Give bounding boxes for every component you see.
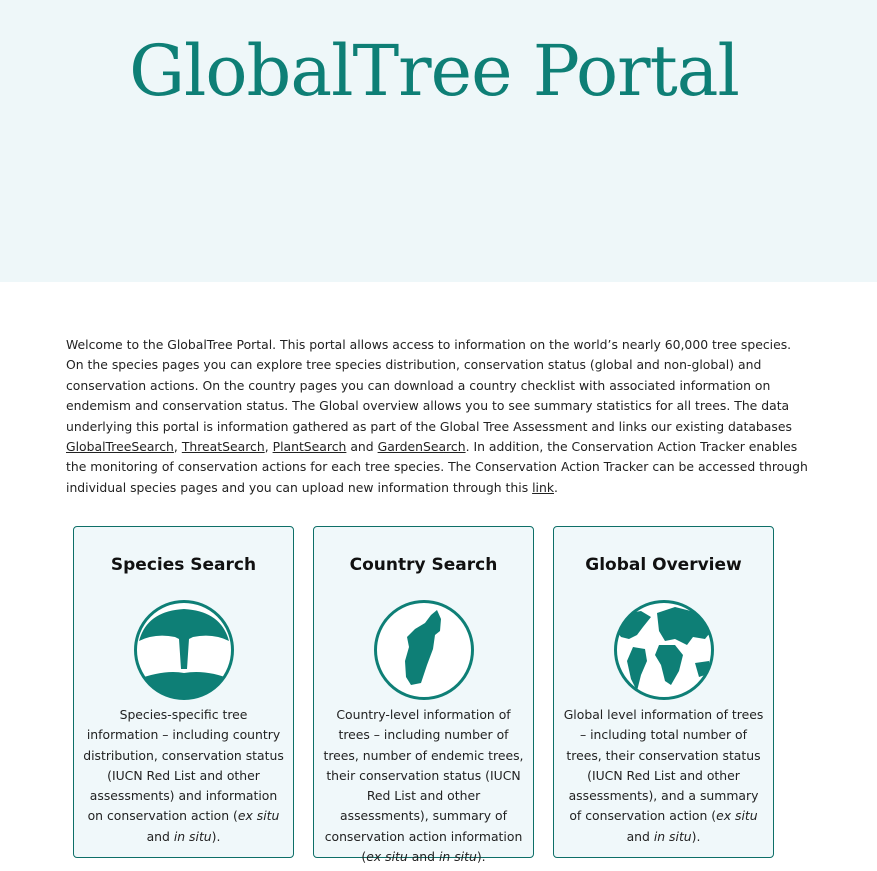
card-description: [322, 705, 525, 867]
madagascar-map-icon: [373, 599, 475, 701]
intro-paragraph: [66, 335, 811, 498]
card-description: [82, 705, 285, 847]
desc-text: ).: [691, 828, 701, 844]
desc-italic: ex situ: [366, 849, 408, 865]
global-overview-card[interactable]: [553, 526, 774, 858]
separator: and: [346, 439, 378, 455]
hero-banner: [0, 0, 877, 282]
desc-text: Species-specific tree information – including country distribution, conservation status (IUCN Red List and other assessments) and information on conservation action (: [83, 707, 284, 824]
plantsearch-link[interactable]: PlantSearch: [272, 439, 347, 455]
separator: ,: [264, 439, 273, 455]
species-search-card[interactable]: [73, 526, 294, 858]
desc-text: and: [146, 828, 174, 844]
desc-italic: ex situ: [716, 808, 758, 824]
desc-text: ).: [211, 828, 221, 844]
globaltreesearch-link[interactable]: GlobalTreeSearch: [66, 439, 174, 455]
upload-link[interactable]: link: [532, 479, 555, 495]
desc-italic: in situ: [653, 828, 692, 844]
desc-italic: in situ: [438, 849, 477, 865]
card-title: Country Search: [349, 555, 498, 575]
card-description: [562, 705, 765, 847]
threatsearch-link[interactable]: ThreatSearch: [181, 439, 265, 455]
card-title: Global Overview: [585, 555, 742, 575]
desc-text: Global level information of trees – including total number of trees, their conservation status (IUCN Red List and other assessments), and a summary of conservation action (: [563, 707, 764, 824]
intro-text: . In addition, the Conservation Action Tracker enables the monitoring of conservation actions for each tree species. The Conservation Action Tracker can be accessed through individual species pages and you can upload new information through this: [66, 439, 808, 495]
desc-text: Country-level information of trees – including number of trees, number of endemic trees, their conservation status (IUCN Red List and other assessments), summary of conservation action information (: [323, 707, 524, 865]
card-title: Species Search: [110, 555, 257, 575]
separator: ,: [173, 439, 182, 455]
desc-text: ).: [476, 849, 486, 865]
desc-text: and: [626, 828, 654, 844]
intro-text: Welcome to the GlobalTree Portal. This portal allows access to information on the world’s nearly 60,000 tree species. On the species pages you can explore tree species distribution, conservation status (global and non-global) and conservation actions. On the country pages you can download a country checklist with associated information on endemism and conservation status. The Global overview allows you to see summary statistics for all trees. The data underlying this portal is information gathered as part of the Global Tree Assessment and links our existing databases: [66, 337, 792, 434]
desc-italic: in situ: [173, 828, 212, 844]
page-title: GlobalTree Portal: [129, 30, 739, 112]
desc-italic: ex situ: [237, 808, 280, 824]
tree-icon: [133, 599, 235, 701]
globe-icon: [613, 599, 715, 701]
gardensearch-link[interactable]: GardenSearch: [377, 439, 466, 455]
intro-text: .: [554, 479, 558, 495]
desc-text: and: [407, 849, 439, 865]
country-search-card[interactable]: [313, 526, 534, 865]
